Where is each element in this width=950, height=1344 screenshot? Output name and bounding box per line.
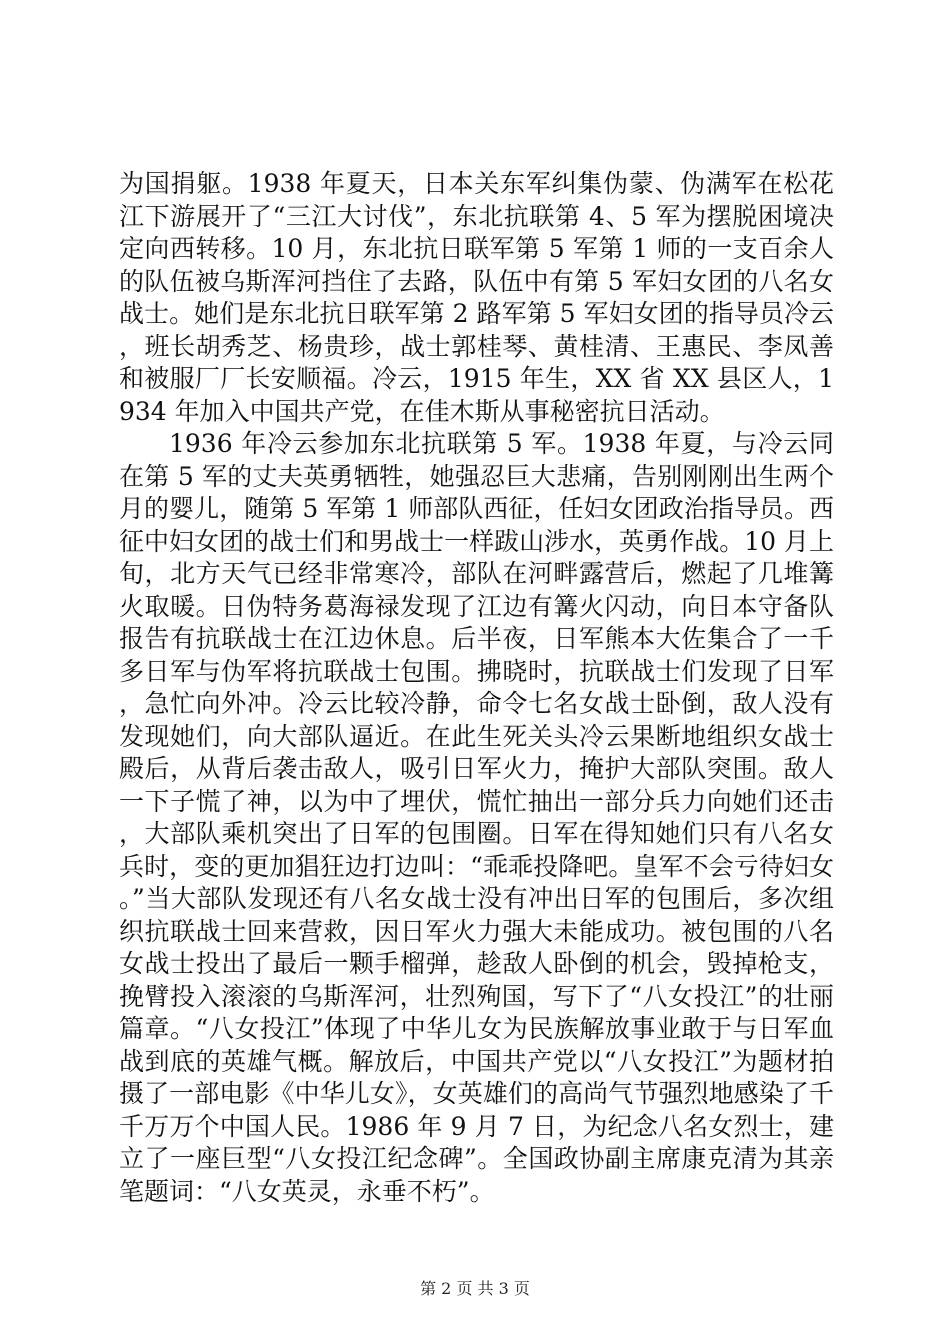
page-footer: 第 2 页 共 3 页 <box>420 1279 530 1298</box>
paragraph-2: 1936 年冷云参加东北抗联第 5 军。1938 年夏，与冷云同在第 5 军的丈夫英勇牺牲，她强忍巨大悲痛，告别刚刚出生两个月的婴儿，随第 5 军第 1 师部队西征，任妇女团政治指导员。西征中妇女团的战士们和男战士一样跋山涉水，英勇作战。10 月上旬，北方天气已经非常寒冷，部队在河畔露营后，燃起了几堆篝火取暖。日伪特务葛海禄发现了江边有篝火闪动，向日本守备队报告有抗联战士在江边休息。后半夜，日军熊本大佐集合了一千多日军与伪军将抗联战士包围。拂晓时，抗联战士们发现了日军，急忙向外冲。冷云比较冷静，命令七名女战士卧倒，敌人没有发现她们，向大部队逼近。在此生死关头冷云果断地组织女战士殿后，从背后袭击敌人，吸引日军火力，掩护大部队突围。敌人一下子慌了神，以为中了埋伏，慌忙抽出一部分兵力向她们还击，大部队乘机突出了日军的包围圈。日军在得知她们只有八名女兵时，变的更加猖狂边打边叫：“乖乖投降吧。皇军不会亏待妇女。”当大部队发现还有八名女战士没有冲出日军的包围后，多次组织抗联战士回来营救，因日军火力强大未能成功。被包围的八名女战士投出了最后一颗手榴弹，趁敌人卧倒的机会，毁掉枪支，挽臂投入滚滚的乌斯浑河，壮烈殉国，写下了“八女投江”的壮丽篇章。“八女投江”体现了中华儿女为民族解放事业敢于与日军血战到底的英雄气概。解放后，中国共产党以“八女投江”为题材拍摄了一部电影《中华儿女》，女英雄们的高尚气节强烈地感染了千千万万个中国人民。1986 年 9 月 7 日，为纪念八名女烈士，建立了一座巨型“八女投江纪念碑”。全国政协副主席康克清为其亲笔题词：“八女英灵，永垂不朽”。 <box>119 429 834 1206</box>
document-body <box>119 168 834 1208</box>
paragraph-1: 为国捐躯。1938 年夏天，日本关东军纠集伪蒙、伪满军在松花江下游展开了“三江大讨伐”，东北抗联第 4、5 军为摆脱困境决定向西转移。10 月，东北抗日联军第 5 军第 1 师的一支百余人的队伍被乌斯浑河挡住了去路，队伍中有第 5 军妇女团的八名女战士。她们是东北抗日联军第 2 路军第 5 军妇女团的指导员冷云，班长胡秀芝、杨贵珍，战士郭桂琴、黄桂清、王惠民、李凤善和被服厂厂长安顺福。冷云，1915 年生，XX 省 XX 县区人，1934 年加入中国共产党，在佳木斯从事秘密抗日活动。 <box>119 169 834 426</box>
